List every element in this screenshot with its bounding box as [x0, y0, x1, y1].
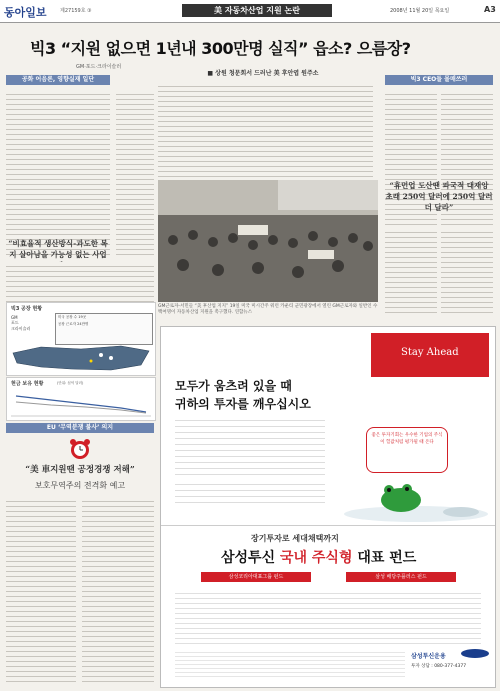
mid-article-text	[158, 82, 373, 177]
eu-pullquote-2: 보호무역주의 전격화 예고	[34, 481, 126, 490]
main-headline: 빅3 “지원 없으면 1년내 300만명 실직” 읍소? 으름장?	[30, 39, 411, 58]
ad-slogan-2: 귀하의 투자를 깨우십시오	[175, 397, 311, 411]
newspaper-logo: 동아일보	[4, 6, 47, 19]
cash-line-graphic	[11, 388, 151, 418]
plant-chart	[6, 302, 156, 376]
ad-badge: Stay Ahead	[401, 347, 459, 358]
right-article-text-4	[441, 228, 493, 316]
samsung-fund-ad	[160, 326, 496, 688]
legend-ford: 포드	[11, 320, 19, 325]
left-article-text	[6, 90, 110, 255]
eu-article-text-1	[6, 497, 76, 685]
ad-tag-2: 삼성 배당주플러스 펀드	[346, 572, 456, 582]
photo-caption: GM근로자-서민들 “美 후산업 지지” 19일 미국 미시간주 워런 카운티 군민광장에서 열린 GM근로자와 일반인 수백여명이 자동차산업 지원을 촉구했다. 연합뉴스	[158, 304, 378, 315]
ad-fund-name-part1: 삼성투신	[221, 550, 280, 566]
ad-quote-text: 좋은 투자기회는 우수한 기업의 주식이 헐값처럼 평가될 때 온다	[371, 433, 443, 445]
samsung-logo-icon	[461, 649, 489, 658]
cash-chart-title: 현금 보유 현황	[11, 381, 44, 387]
legend-gm: GM	[11, 315, 18, 320]
ad-divider	[161, 525, 495, 526]
plant-chart-legend	[11, 315, 51, 345]
plant-chart-title: 빅3 공장 현황	[11, 306, 43, 312]
eu-pullquote-1: “美 車지원땐 공정경쟁 저해”	[25, 465, 135, 475]
ad-fund-name-part2: 국내 주식형	[279, 550, 353, 566]
right-pullquote: “휴먼업 도산땐 파국적 대재앙 초래 250억 달러에 250억 달러 더 달라”	[385, 181, 493, 212]
cash-chart	[6, 377, 156, 421]
left-subhead: 공화 어음론, 영향실재 일단	[6, 75, 110, 85]
dateline: 2008년 11월 20일 목요일	[390, 8, 450, 14]
cash-chart-unit: (단위: 십억 달러)	[57, 381, 84, 385]
legend-chrysler: 크라이슬러	[11, 326, 31, 331]
ad-fund-name-part3: 대표 펀드	[352, 550, 417, 566]
ad-badge-panel	[371, 333, 489, 377]
ad-disclaimer	[175, 649, 405, 679]
ad-fine-print	[175, 589, 481, 647]
ad-slogan-1: 모두가 움츠려 있을 때	[175, 379, 292, 393]
ad-body-text-2	[175, 479, 325, 507]
left-pullquote: “비효율적 생산방식-과도한 복지 살아남을 가능성 없는 사업	[8, 239, 108, 259]
rally-photo-graphic	[158, 180, 378, 302]
right-article-text-2	[441, 90, 493, 245]
section-title: 美 자동차산업 지원 논란	[182, 4, 332, 17]
left-article-text-3	[6, 262, 154, 302]
right-article-text-1	[385, 90, 437, 245]
byline: GM·포드·크라이슬러	[76, 64, 122, 70]
issue-number: 제27159호 ③	[60, 8, 92, 14]
frog-graphic	[341, 462, 491, 522]
ad-company: 삼성투신운용	[411, 653, 446, 660]
left-article-text-2	[116, 90, 154, 255]
alarm-clock-graphic	[62, 437, 98, 461]
box-label-1: 미국 공장 수 19곳	[58, 315, 87, 319]
plant-stats-box	[55, 313, 153, 345]
eu-article-text-2	[82, 497, 154, 685]
us-map-graphic	[11, 343, 151, 373]
ad-phone: 투자 상담 : 080-377-4377	[411, 664, 467, 669]
rally-photo	[158, 180, 378, 302]
masthead	[0, 0, 500, 23]
ad-body-text	[175, 415, 325, 477]
eu-subhead: EU ‘무역분쟁 불사’ 의지	[6, 423, 154, 433]
right-article-text-3	[385, 228, 437, 316]
ad-tag-1: 삼성코리아대표그룹 펀드	[201, 572, 311, 582]
right-subhead: 빅3 CEO들 몰매쓰러	[385, 75, 493, 85]
ad-fund-name	[221, 547, 416, 567]
mid-subhead: ■ 상원 청문회서 드러난 美 후안엽 원주소	[207, 70, 319, 77]
page-number: A3	[484, 5, 496, 14]
ad-fund-line: 장기투자로 세대채택까지	[251, 534, 339, 543]
box-label-4: 공장 근로자 24만명	[58, 322, 89, 326]
